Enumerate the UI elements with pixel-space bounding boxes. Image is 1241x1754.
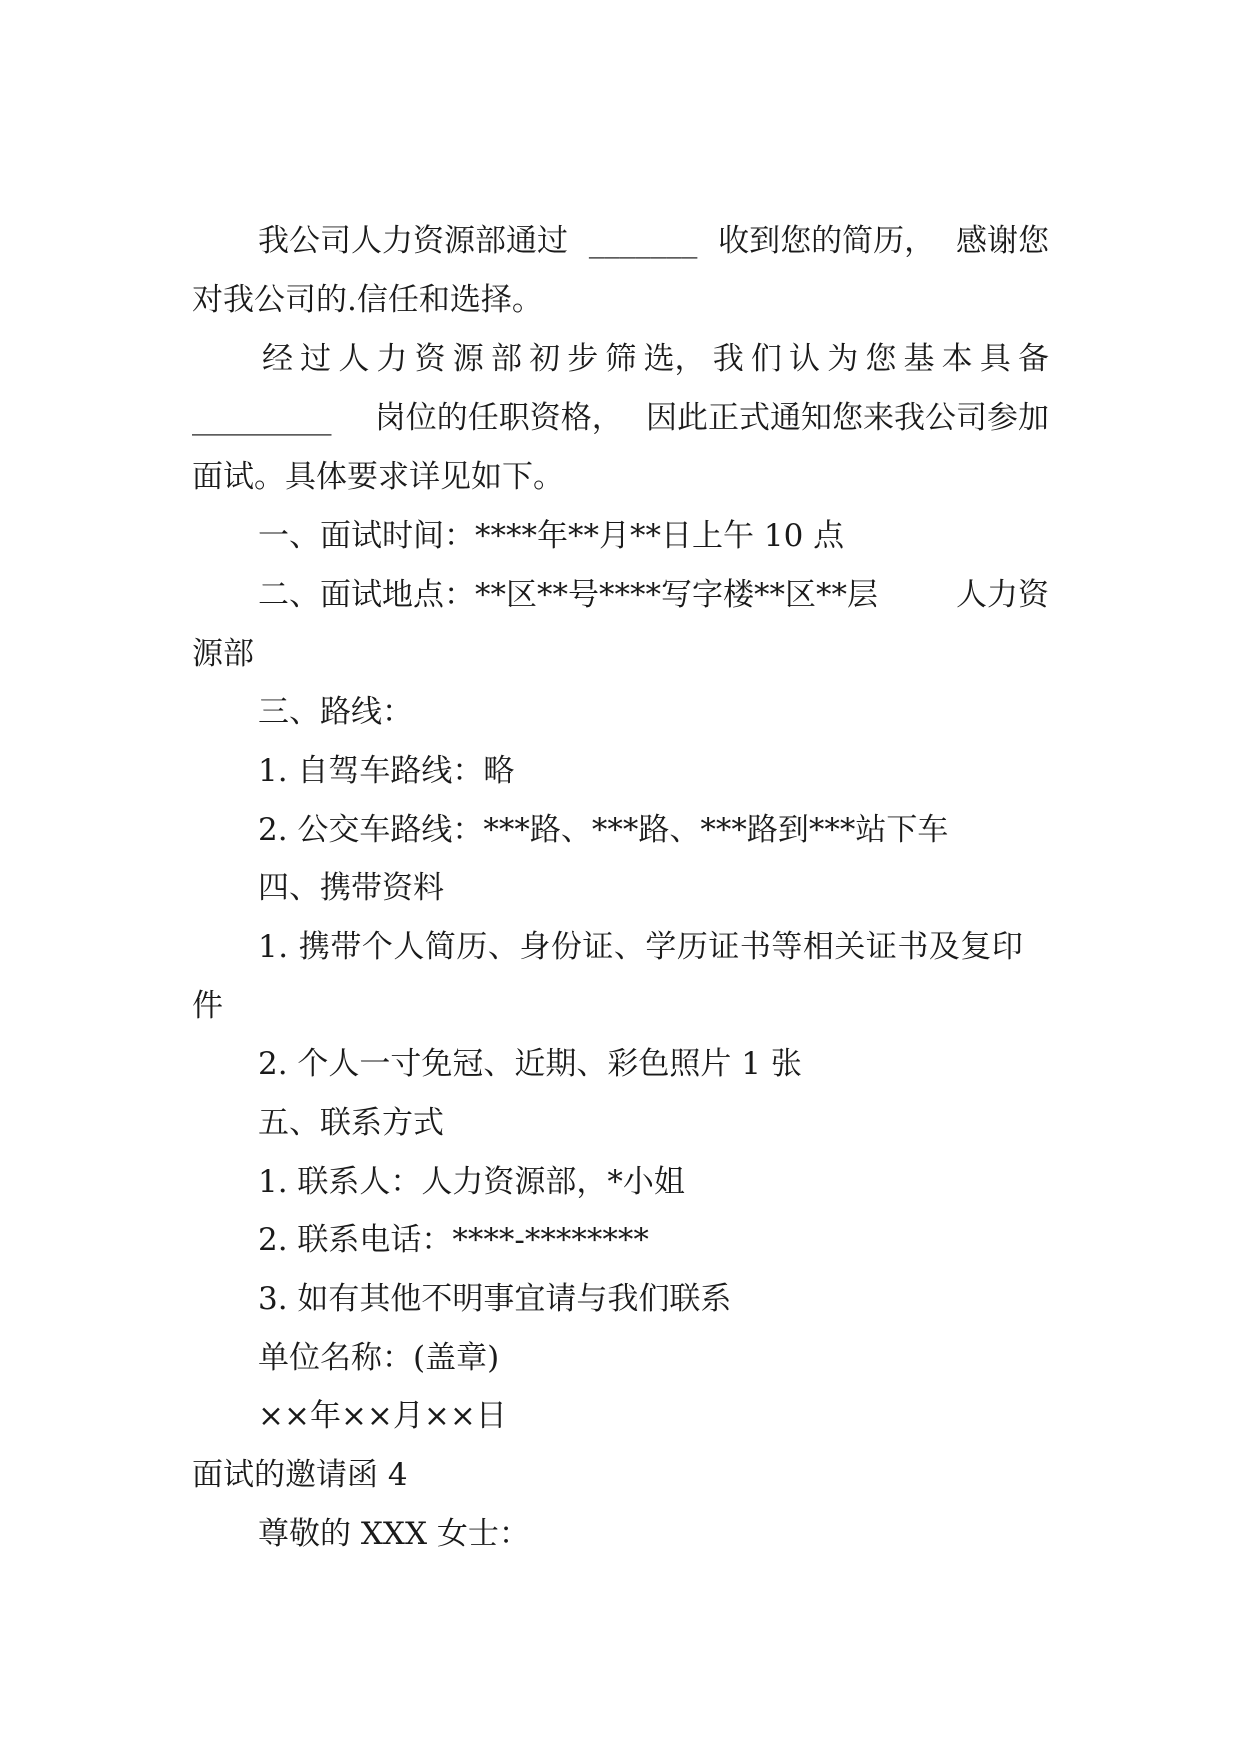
organization-name: 单位名称：(盖章) [258, 1340, 500, 1376]
char: 我 [712, 341, 744, 377]
letter-date: ××年××月××日 [258, 1398, 507, 1434]
text-segment: 因此正式通知您来我公司参加 [646, 400, 1049, 436]
char: 力 [376, 341, 408, 377]
contact-heading: 五、联系方式 [258, 1105, 444, 1141]
char: 们 [750, 341, 782, 377]
interview-time: 一、面试时间：****年**月**日上午 10 点 [258, 518, 845, 554]
paragraph-1-line-2: 对我公司的.信任和选择。 [192, 282, 543, 318]
route-heading: 三、路线： [258, 694, 413, 730]
blank-line: _________ [192, 400, 332, 436]
char: 经 [262, 341, 293, 377]
route-driving: 1. 自驾车路线：略 [258, 753, 515, 789]
route-bus: 2. 公交车路线：***路、***路、***路到***站下车 [258, 812, 949, 848]
char: 为 [827, 341, 859, 377]
char: 资 [414, 341, 446, 377]
section-title: 面试的邀请函 4 [192, 1457, 408, 1493]
char: 选， [643, 341, 706, 377]
char: 本 [941, 341, 973, 377]
char: 认 [789, 341, 821, 377]
text-segment: 二、面试地点：**区**号****写字楼**区**层 [258, 577, 878, 613]
char: 步 [567, 341, 599, 377]
blank-line: _______ [588, 223, 698, 259]
salutation: 尊敬的 XXX 女士： [258, 1516, 530, 1552]
materials-item-2: 2. 个人一寸免冠、近期、彩色照片 1 张 [258, 1046, 802, 1082]
text-segment: 岗位的任职资格， [374, 400, 623, 436]
text-segment: 感谢您 [955, 223, 1049, 259]
char: 您 [865, 341, 897, 377]
materials-heading: 四、携带资料 [258, 870, 444, 906]
materials-item-1-line-1: 1. 携带个人简历、身份证、学历证书等相关证书及复印 [258, 929, 1024, 965]
text-segment: 人力资 [956, 577, 1049, 613]
char: 基 [903, 341, 935, 377]
paragraph-2-line-3: 面试。具体要求详见如下。 [192, 459, 564, 495]
interview-location-line-1 [258, 573, 1049, 617]
paragraph-1-line-1 [258, 219, 1049, 263]
paragraph-2-line-1 [262, 337, 1049, 381]
materials-item-1-line-2: 件 [192, 988, 223, 1024]
text-segment: 收到您的简历， [718, 223, 936, 259]
char: 筛 [605, 341, 637, 377]
char: 初 [529, 341, 561, 377]
char: 部 [490, 341, 522, 377]
char: 过 [300, 341, 332, 377]
interview-location-line-2: 源部 [192, 636, 254, 672]
char: 具 [979, 341, 1011, 377]
char: 备 [1017, 341, 1049, 377]
paragraph-2-line-2 [192, 396, 1049, 440]
contact-other: 3. 如有其他不明事宜请与我们联系 [258, 1281, 732, 1317]
contact-phone: 2. 联系电话：****-******** [258, 1222, 649, 1258]
contact-person: 1. 联系人：人力资源部，*小姐 [258, 1164, 685, 1200]
char: 人 [338, 341, 370, 377]
char: 源 [452, 341, 484, 377]
text-segment: 我公司人力资源部通过 [258, 223, 568, 259]
